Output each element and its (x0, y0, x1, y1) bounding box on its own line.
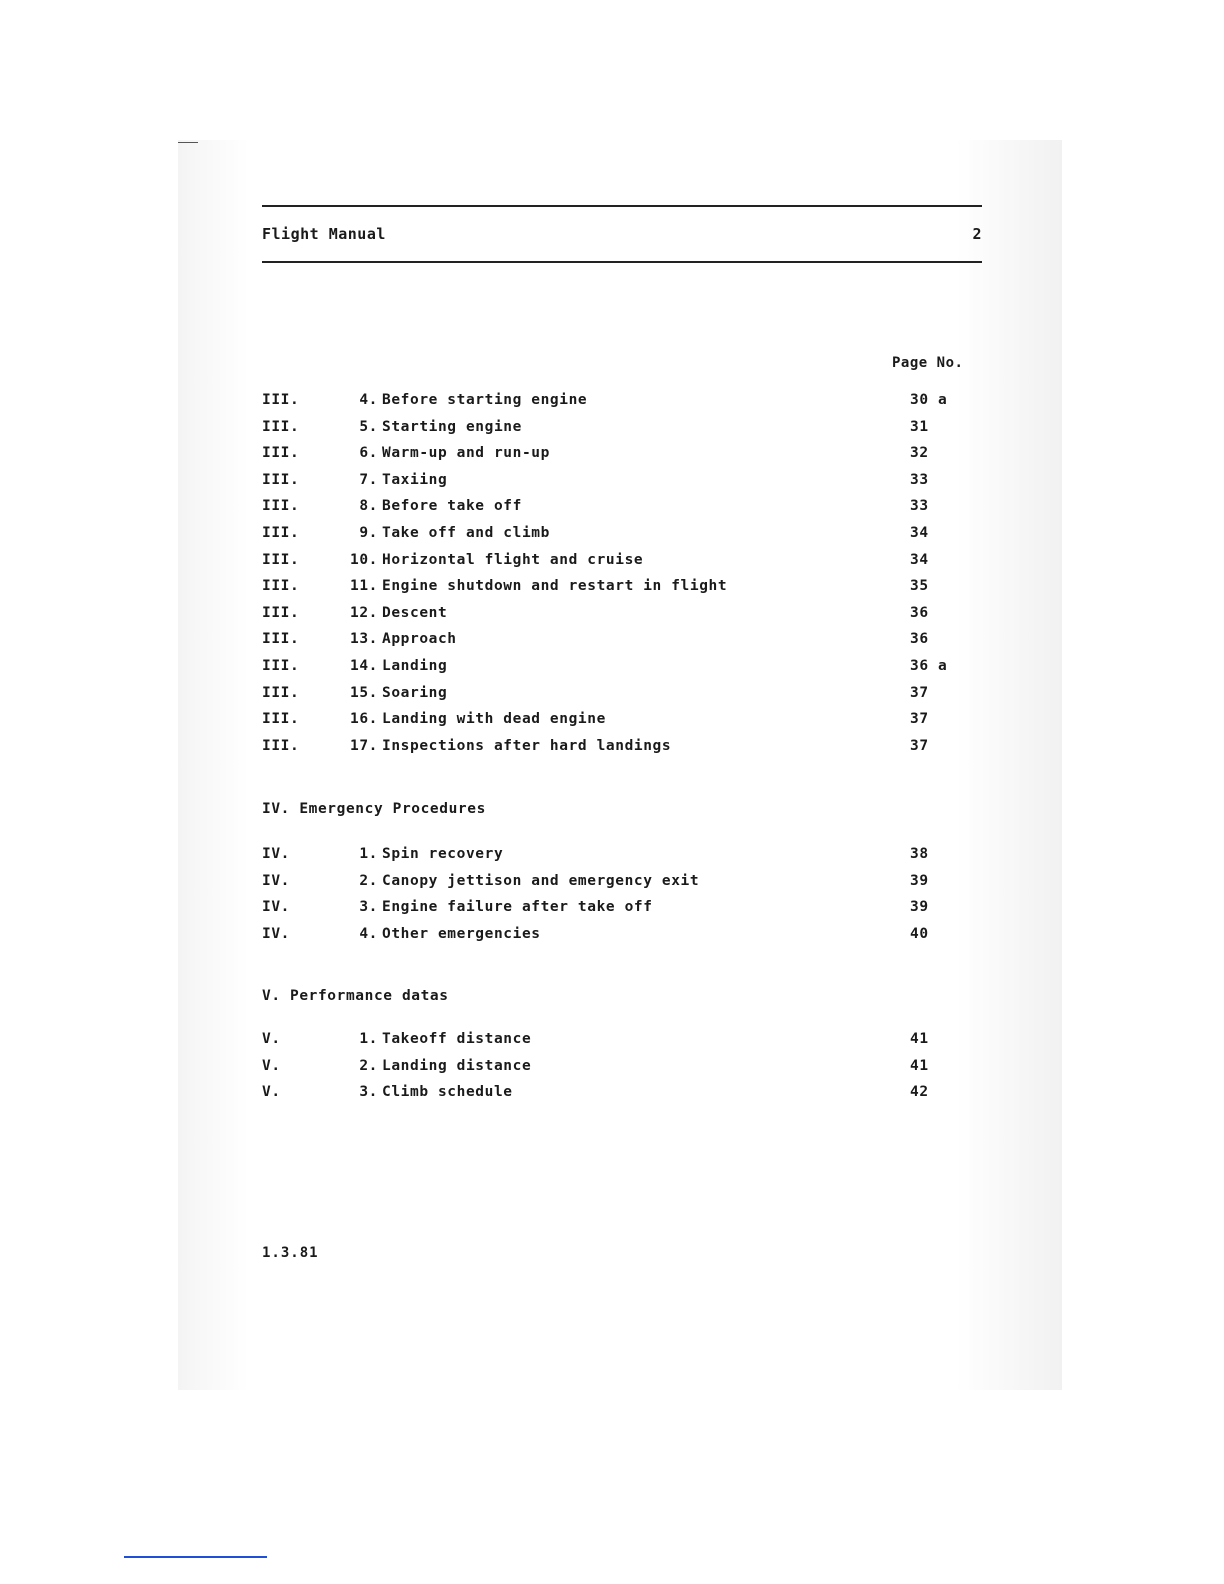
toc-page-ref: 33 (910, 498, 929, 515)
toc-item-title: Landing distance (382, 1057, 532, 1074)
scan-mark (178, 142, 198, 143)
toc-item-title: Before starting engine (382, 392, 588, 408)
toc-section-label: III. (262, 737, 300, 754)
toc-section-label: V. (262, 1057, 281, 1074)
toc-page-ref: 41 (910, 1057, 929, 1074)
toc-entry (262, 392, 982, 418)
toc-item-number: 17. (350, 737, 378, 754)
toc-item-title: Warm-up and run-up (382, 445, 550, 462)
section-heading-v: V. Performance datas (262, 988, 449, 1004)
toc-item-number: 8. (359, 498, 378, 515)
page-no-column-header: Page No. (892, 355, 964, 371)
toc-item-number: 4. (359, 925, 378, 942)
toc-page-ref: 37 (910, 711, 929, 728)
toc-item-title: Take off and climb (382, 525, 550, 541)
toc-item-number: 5. (359, 418, 378, 435)
toc-item-number: 2. (359, 872, 378, 889)
toc-page-ref: 40 (910, 925, 929, 942)
document-page (262, 205, 982, 1261)
toc-item-title: Soaring (382, 684, 448, 701)
toc-item-title: Approach (382, 631, 457, 648)
toc-item-title: Other emergencies (382, 925, 541, 942)
bottom-link-underline (124, 1556, 267, 1558)
toc-page-ref: 39 (910, 899, 929, 916)
toc-entry (262, 419, 982, 445)
toc-section-label: III. (262, 551, 300, 568)
toc-item-title: Horizontal flight and cruise (382, 551, 644, 568)
toc-item-number: 7. (359, 471, 378, 488)
toc-page-ref: 41 (910, 1031, 929, 1047)
toc-section-label: V. (262, 1084, 281, 1101)
toc-item-number: 11. (350, 578, 378, 595)
toc-section-label: IV. (262, 899, 290, 916)
toc-page-ref: 42 (910, 1084, 929, 1101)
toc-section-label: III. (262, 631, 300, 648)
toc-section-label: IV. (262, 925, 290, 942)
toc-item-number: 13. (350, 631, 378, 648)
toc-section-label: III. (262, 711, 300, 728)
toc-section-label: III. (262, 498, 300, 515)
toc-item-number: 3. (359, 899, 378, 916)
toc-page-ref: 30 a (910, 392, 948, 408)
header-bottom-rule (262, 261, 982, 263)
toc-page-ref: 34 (910, 525, 929, 541)
toc-section-label: III. (262, 684, 300, 701)
toc-entry (262, 873, 982, 899)
toc-item-title: Engine shutdown and restart in flight (382, 578, 728, 595)
toc-section-label: IV. (262, 846, 290, 862)
toc-item-number: 10. (350, 551, 378, 568)
toc-page-ref: 37 (910, 737, 929, 754)
toc-item-title: Spin recovery (382, 846, 504, 862)
toc-entry (262, 525, 982, 551)
page-number: 2 (972, 225, 982, 243)
manual-title: Flight Manual (262, 225, 386, 243)
toc-item-number: 1. (359, 1031, 378, 1047)
toc-item-title: Descent (382, 604, 448, 621)
toc-item-title: Takeoff distance (382, 1031, 532, 1047)
scan-background (178, 140, 1062, 1390)
toc-page-ref: 36 (910, 631, 929, 648)
toc-entry (262, 711, 982, 737)
toc-entry (262, 498, 982, 524)
toc-page-ref: 36 a (910, 658, 948, 674)
toc-item-number: 6. (359, 445, 378, 462)
toc-section-label: III. (262, 418, 300, 435)
toc-page-ref: 32 (910, 445, 929, 462)
toc-item-number: 14. (350, 658, 378, 674)
toc-page-ref: 35 (910, 578, 929, 595)
toc-item-title: Before take off (382, 498, 522, 515)
toc-item-number: 4. (359, 392, 378, 408)
toc-section-label: III. (262, 445, 300, 462)
toc-page-ref: 36 (910, 604, 929, 621)
toc-section-label: III. (262, 471, 300, 488)
section-heading-iv: IV. Emergency Procedures (262, 801, 486, 817)
toc-section-label: III. (262, 658, 300, 674)
toc-item-number: 12. (350, 604, 378, 621)
toc-entry (262, 552, 982, 578)
toc-item-number: 15. (350, 684, 378, 701)
toc-item-number: 3. (359, 1084, 378, 1101)
toc-page-ref: 37 (910, 684, 929, 701)
toc-item-number: 16. (350, 711, 378, 728)
toc-section-label: III. (262, 578, 300, 595)
toc-item-title: Taxiing (382, 471, 448, 488)
toc-section-label: III. (262, 525, 300, 541)
toc-item-title: Inspections after hard landings (382, 737, 672, 754)
toc-entry (262, 605, 982, 631)
toc-item-title: Engine failure after take off (382, 899, 653, 916)
toc-entry (262, 926, 982, 952)
toc-section-label: III. (262, 392, 300, 408)
toc-entry (262, 578, 982, 604)
toc-item-number: 1. (359, 846, 378, 862)
toc-entry (262, 472, 982, 498)
toc-page-ref: 33 (910, 471, 929, 488)
toc-entry (262, 658, 982, 684)
toc-page-ref: 34 (910, 551, 929, 568)
toc-section-label: IV. (262, 872, 290, 889)
toc-item-number: 9. (359, 525, 378, 541)
toc-item-number: 2. (359, 1057, 378, 1074)
toc-entry (262, 685, 982, 711)
toc-item-title: Starting engine (382, 418, 522, 435)
toc-section-label: III. (262, 604, 300, 621)
toc-entry (262, 1031, 982, 1057)
toc-item-title: Landing with dead engine (382, 711, 606, 728)
toc-entry (262, 445, 982, 471)
toc-entry (262, 846, 982, 872)
toc-entry (262, 899, 982, 925)
document-date: 1.3.81 (262, 1245, 319, 1261)
toc-entry (262, 631, 982, 657)
page-header (262, 207, 982, 261)
toc-entry (262, 738, 982, 764)
toc-item-title: Canopy jettison and emergency exit (382, 872, 700, 889)
toc-page-ref: 39 (910, 872, 929, 889)
toc-page-ref: 31 (910, 418, 929, 435)
toc-item-title: Landing (382, 658, 448, 674)
toc-entry (262, 1084, 982, 1110)
toc-item-title: Climb schedule (382, 1084, 513, 1101)
toc-entry (262, 1058, 982, 1084)
toc-page-ref: 38 (910, 846, 929, 862)
toc-section-label: V. (262, 1031, 281, 1047)
